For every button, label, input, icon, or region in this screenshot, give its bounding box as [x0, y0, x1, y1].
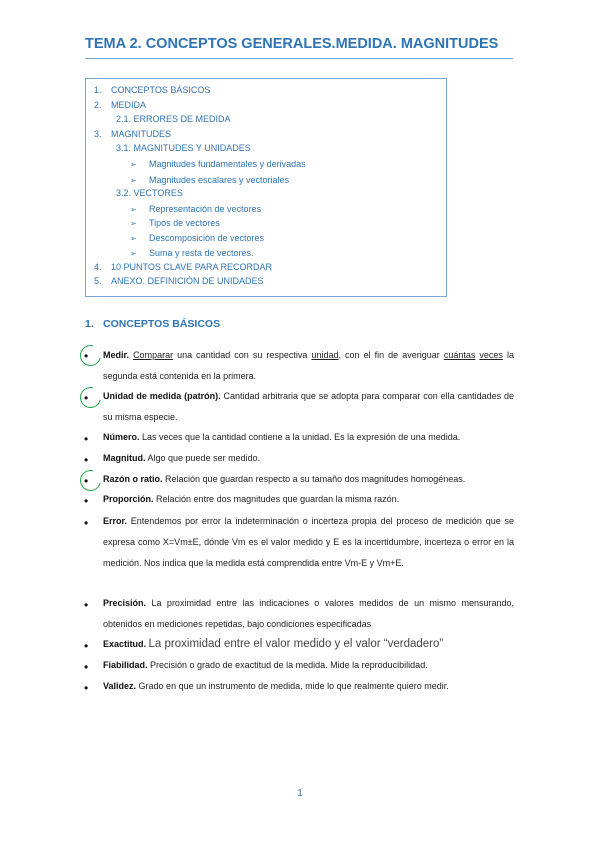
toc-item-label: Magnitudes fundamentales y derivadas [149, 159, 306, 169]
term: Unidad de medida (patrón). [103, 391, 221, 401]
arrow-bullet-icon: ➢ [130, 234, 137, 243]
term: Proporción. [103, 494, 154, 504]
toc-item-label: MEDIDA [111, 100, 147, 110]
term: Error. [103, 516, 128, 526]
table-of-contents [85, 78, 447, 297]
toc-item-label: Magnitudes escalares y vectoriales [149, 175, 290, 185]
arrow-bullet-icon: ➢ [130, 219, 137, 228]
toc-subsubitem [130, 217, 220, 230]
arrow-bullet-icon: ➢ [130, 160, 137, 169]
toc-subsubitem [130, 247, 254, 260]
toc-item-label: Tipos de vectores [149, 218, 220, 228]
bullet-icon: • [84, 391, 89, 405]
toc-item-number: 1. [94, 85, 102, 95]
definition-text: Cantidad arbitraria que se adopta para comparar con ella cantidades de su misma especie. [103, 391, 514, 422]
definition-text: Algo que puede ser medido. [147, 453, 261, 463]
definition-error [103, 511, 514, 574]
bullet-icon: • [84, 516, 89, 530]
definition-text: Relación entre dos magnitudes que guardan la misma razón. [156, 494, 400, 504]
term: Número. [103, 432, 140, 442]
toc-item-label: Descomposición de vectores [149, 233, 265, 243]
title-underline [85, 58, 513, 59]
definition-text: Grado en que un instrumento de medida, mide lo que realmente quiero medir. [138, 681, 449, 691]
term: Magnitud. [103, 453, 146, 463]
definition-text: , con el fin de averiguar [338, 350, 444, 360]
toc-subitem [116, 142, 251, 154]
toc-item [94, 261, 272, 273]
green-circle-annotation [76, 341, 105, 370]
toc-item-label: CONCEPTOS BÁSICOS [111, 85, 211, 95]
definition-fiabilidad [103, 655, 514, 676]
toc-item-label: MAGNITUDES [111, 129, 172, 139]
definition-exactitud [103, 634, 514, 655]
term: Fiabilidad. [103, 660, 148, 670]
definition-text: Las veces que la cantidad contiene a la unidad. Es la expresión de una medida. [142, 432, 461, 442]
bullet-icon: • [84, 349, 89, 363]
definition-text: la segunda está contenida en la primera. [103, 350, 514, 381]
definition-razon [103, 469, 514, 490]
definition-unidad [103, 386, 514, 428]
arrow-bullet-icon: ➢ [130, 176, 137, 185]
term: Exactitud. [103, 639, 147, 649]
definition-text: Entendemos por error la indeterminación o incerteza propia del proceso de medición que se expresa como X=Vm±E, dónde Vm es el valor medido y E es la incertidumbre, incerteza o error en la medición. Nos indica que la medida está comprendida entre Vm-E y Vm+E. [103, 516, 514, 568]
definition-proporcion [103, 489, 514, 510]
definition-precision [103, 593, 514, 635]
arrow-bullet-icon: ➢ [130, 249, 137, 258]
toc-item-label: 2.1. ERRORES DE MEDIDA [116, 114, 231, 124]
green-circle-annotation [76, 466, 105, 495]
page-title: TEMA 2. CONCEPTOS GENERALES.MEDIDA. MAGNITUDES [85, 36, 499, 52]
toc-item-number: 4. [94, 262, 102, 272]
underlined-word: Comparar [133, 350, 174, 360]
toc-item-number: 3. [94, 129, 102, 139]
toc-subsubitem [130, 158, 306, 171]
section-heading [85, 318, 220, 330]
underlined-word: unidad [311, 350, 339, 360]
definition-medir [103, 345, 514, 387]
term: Precisión. [103, 598, 147, 608]
section-title: CONCEPTOS BÁSICOS [103, 318, 221, 330]
bullet-icon: • [84, 453, 89, 467]
toc-item-label: Representación de vectores [149, 204, 262, 214]
definition-text: La proximidad entre las indicaciones o valores medidos de un mismo mensurando, obtenidos en mediciones repetidas, bajo condiciones especificadas [103, 598, 514, 629]
definition-numero [103, 427, 514, 448]
definition-text: una cantidad con su respectiva [173, 350, 312, 360]
section-number: 1. [85, 318, 94, 330]
green-circle-annotation [76, 383, 105, 412]
toc-item [94, 99, 146, 111]
toc-item [94, 275, 264, 287]
toc-item-label: ANEXO. DEFINICIÓN DE UNIDADES [111, 276, 264, 286]
bullet-icon: • [84, 598, 89, 612]
toc-subitem [116, 113, 231, 125]
page-number: 1 [297, 788, 303, 799]
definition-text: La proximidad entre el valor medido y el valor “verdadero” [148, 638, 444, 650]
definition-validez [103, 676, 514, 697]
definition-text: Relación que guardan respecto a su tamaño dos magnitudes homogéneas. [165, 474, 466, 484]
toc-subsubitem [130, 203, 261, 216]
arrow-bullet-icon: ➢ [130, 205, 137, 214]
toc-subsubitem [130, 174, 289, 187]
bullet-icon: • [84, 660, 89, 674]
bullet-icon: • [84, 432, 89, 446]
bullet-icon: • [84, 494, 89, 508]
underlined-word: cuántas [443, 350, 476, 360]
toc-subitem [116, 187, 183, 199]
toc-item-number: 5. [94, 276, 102, 286]
definition-text: Precisión o grado de exactitud de la medida. Mide la reproducibilidad. [150, 660, 428, 670]
definition-magnitud [103, 448, 514, 469]
term: Validez. [103, 681, 137, 691]
underlined-word: veces [479, 350, 503, 360]
toc-item-number: 2. [94, 100, 102, 110]
toc-item-label: 3.2. VECTORES [116, 188, 183, 198]
bullet-icon: • [84, 639, 89, 653]
toc-item-label: 3.1. MAGNITUDES Y UNIDADES [116, 143, 251, 153]
term: Razón o ratio. [103, 474, 163, 484]
bullet-icon: • [84, 474, 89, 488]
toc-item-label: Suma y resta de vectores. [149, 248, 254, 258]
toc-item [94, 84, 210, 96]
bullet-icon: • [84, 681, 89, 695]
toc-item-label: 10 PUNTOS CLAVE PARA RECORDAR [111, 262, 273, 272]
toc-subsubitem [130, 232, 264, 245]
toc-item [94, 128, 171, 140]
term: Medir. [103, 350, 130, 360]
